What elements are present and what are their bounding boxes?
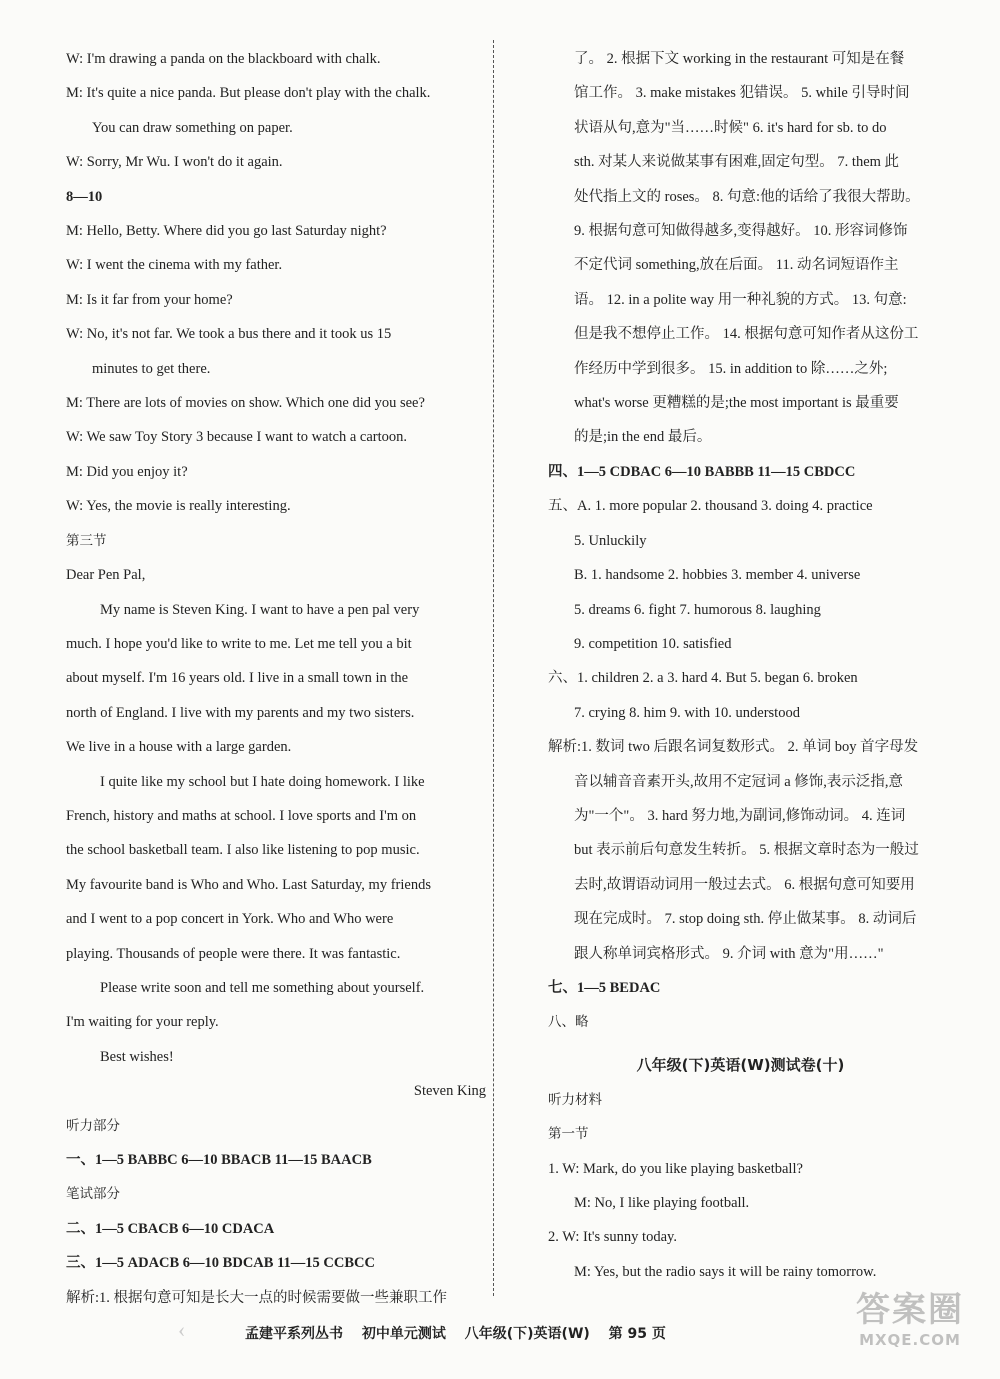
chevron-left-icon: ‹ [178,1317,186,1342]
text-line: 现在完成时。 7. stop doing sth. 停止做某事。 8. 动词后 [574,911,917,928]
text-line: We live in a house with a large garden. [66,739,292,756]
text-line: 处代指上文的 roses。 8. 句意:他的话给了我很大帮助。 [574,188,920,205]
footer-series: 孟建平系列丛书 [245,1326,343,1342]
watermark-logo [856,1282,964,1349]
text-line: You can draw something on paper. [92,119,293,136]
text-line: 去时,故谓语动词用一般过去式。 6. 根据句意可知要用 [574,876,915,893]
text-line: 1. W: Mark, do you like playing basketball? [548,1160,803,1177]
text-line: Best wishes! [100,1048,174,1065]
text-line: 但是我不想停止工作。 14. 根据句意可知作者从这份工 [574,326,919,343]
text-line: I'm waiting for your reply. [66,1014,219,1031]
text-line: 解析:1. 根据句意可知是长大一点的时候需要做一些兼职工作 [66,1289,448,1306]
text-line: My favourite band is Who and Who. Last Saturday, my friends [66,876,431,893]
text-line: 的是;in the end 最后。 [574,429,712,446]
text-line: what's worse 更糟糕的是;the most important is 最重要 [574,395,899,412]
footer-grade: 八年级(下)英语(W) [464,1326,590,1342]
text-line: minutes to get there. [92,360,211,377]
text-line: Please write soon and tell me something about yourself. [100,979,425,996]
text-line: 听力部分 [66,1117,120,1134]
text-line: Steven King [413,1083,486,1100]
text-line: and I went to a pop concert in York. Who and Who were [66,911,394,928]
text-line: the school basketball team. I also like listening to pop music. [66,842,420,859]
text-line: 一、1—5 BABBC 6—10 BBACB 11—15 BAACB [66,1152,372,1168]
text-line: 为"一个"。 3. hard 努力地,为副词,修饰动词。 4. 连词 [574,807,906,824]
text-line: much. I hope you'd like to write to me. Let me tell you a bit [66,635,412,652]
text-line: 六、1. children 2. a 3. hard 4. But 5. began 6. broken [548,670,858,687]
text-line: 八、略 [548,1014,589,1031]
footer-book: 初中单元测试 [361,1326,446,1342]
text-line: 5. Unluckily [574,532,647,549]
text-line: 作经历中学到很多。 15. in addition to 除……之外; [574,360,888,377]
page-footer [245,1323,845,1343]
text-line: W: I went the cinema with my father. [66,257,283,274]
listening-material [548,1083,933,1289]
text-line: W: No, it's not far. We took a bus there and it took us 15 [66,326,392,343]
text-line: M: Yes, but the radio says it will be rainy tomorrow. [574,1263,877,1280]
text-line: 9. 根据句意可知做得越多,变得越好。 10. 形容词修饰 [574,223,908,240]
right-column [548,42,933,1289]
text-line: 第三节 [66,532,107,549]
text-line: 四、1—5 CDBAC 6—10 BABBB 11—15 CBDCC [548,463,856,480]
text-line: Dear Pen Pal, [66,567,146,584]
text-line: W: I'm drawing a panda on the blackboard with chalk. [66,51,381,67]
text-line: about myself. I'm 16 years old. I live in a small town in the [66,670,409,687]
text-line: 解析:1. 数词 two 后跟名词复数形式。 2. 单词 boy 首字母发 [548,739,919,756]
text-line: 7. crying 8. him 9. with 10. understood [574,704,800,721]
text-line: W: We saw Toy Story 3 because I want to watch a cartoon. [66,429,408,446]
text-line: 听力材料 [548,1091,602,1108]
text-line: French, history and maths at school. I love sports and I'm on [66,807,417,824]
text-line: north of England. I live with my parents and my two sisters. [66,704,415,721]
left-column [66,42,486,1315]
text-line: 第一节 [548,1126,589,1143]
text-line: W: Sorry, Mr Wu. I won't do it again. [66,154,283,171]
text-line: 5. dreams 6. fight 7. humorous 8. laughing [574,601,821,618]
text-line: 9. competition 10. satisfied [574,635,732,652]
text-line: 语。 12. in a polite way 用一种礼貌的方式。 13. 句意: [574,291,907,308]
text-line: 音以辅音音素开头,故用不定冠词 a 修饰,表示泛指,意 [574,773,904,790]
text-line: 五、A. 1. more popular 2. thousand 3. doing 4. practice [548,498,873,515]
text-line: 二、1—5 CBACB 6—10 CDACA [66,1220,275,1237]
text-line: 馆工作。 3. make mistakes 犯错误。 5. while 引导时间 [574,85,910,102]
footer-page-number: 第 95 页 [608,1326,666,1342]
text-line: M: Did you enjoy it? [66,463,188,480]
watermark-site-text: MXQE.COM [859,1331,961,1349]
text-line: sth. 对某人来说做某事有困难,固定句型。 7. them 此 [574,154,900,171]
column-divider [493,40,494,1296]
watermark-logo-text: 答案圈 [856,1290,964,1330]
text-line: 不定代词 something,放在后面。 11. 动名词短语作主 [574,257,899,274]
text-line: 了。 2. 根据下文 working in the restaurant 可知是在餐 [574,51,905,67]
text-line: M: Hello, Betty. Where did you go last Saturday night? [66,223,387,240]
text-line: M: It's quite a nice panda. But please don't play with the chalk. [66,85,431,102]
text-line: playing. Thousands of people were there. It was fantastic. [66,945,401,962]
answer-explanations [548,42,933,1040]
text-line: 2. W: It's sunny today. [548,1229,677,1246]
text-line: 笔试部分 [66,1186,120,1203]
text-line: 跟人称单词宾格形式。 9. 介词 with 意为"用……" [574,945,884,962]
text-line: M: Is it far from your home? [66,291,233,308]
text-line: 三、1—5 ADACB 6—10 BDCAB 11—15 CCBCC [66,1255,375,1272]
text-line: My name is Steven King. I want to have a pen pal very [100,601,420,618]
text-line: 七、1—5 BEDAC [548,979,661,996]
text-line: 状语从句,意为"当……时候" 6. it's hard for sb. to do [574,119,887,136]
text-line: W: Yes, the movie is really interesting. [66,498,291,515]
text-line: 8—10 [66,188,103,205]
text-line: I quite like my school but I hate doing homework. I like [100,773,425,790]
text-line: B. 1. handsome 2. hobbies 3. member 4. universe [574,567,861,584]
text-line: M: There are lots of movies on show. Which one did you see? [66,395,425,412]
text-line: but 表示前后句意发生转折。 5. 根据文章时态为一般过 [574,842,919,859]
text-line: M: No, I like playing football. [574,1195,750,1211]
test-title: 八年级(下)英语(W)测试卷(十) [636,1055,845,1074]
